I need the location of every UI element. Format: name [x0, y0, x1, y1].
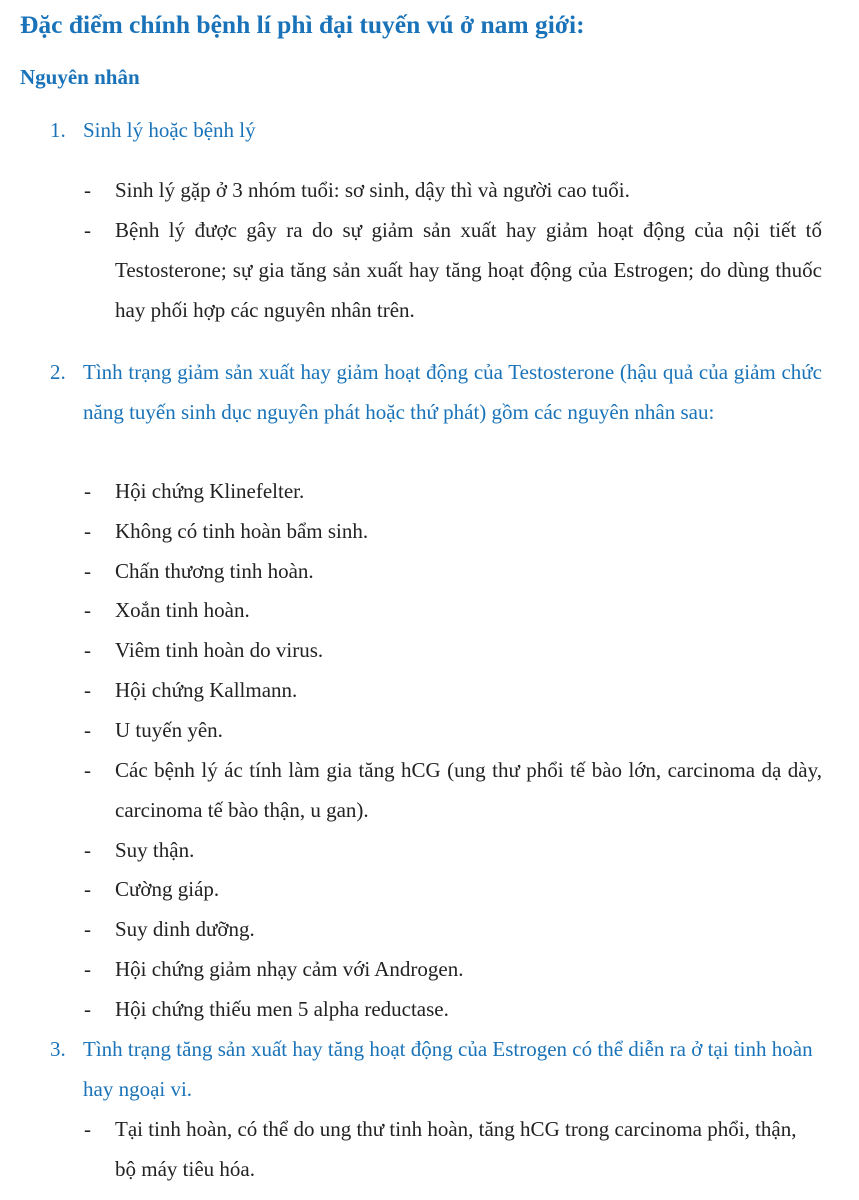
dash-bullet-icon: - — [84, 997, 91, 1021]
dash-bullet-icon: - — [84, 218, 91, 242]
item-text: Sinh lý hoặc bệnh lý — [83, 118, 256, 142]
dash-bullet-icon: - — [84, 957, 91, 981]
item-number: 2. — [50, 360, 66, 384]
list-item: - Tại tinh hoàn, có thể do ung thư tinh hoàn, tăng hCG trong carcinoma phổi, thận, bộ máy tiêu hóa. — [84, 1109, 822, 1189]
list-item: - Xoắn tinh hoàn. — [84, 590, 822, 630]
list-item: - Hội chứng giảm nhạy cảm với Androgen. — [84, 949, 822, 989]
dash-bullet-icon: - — [84, 638, 91, 662]
numbered-item-3 — [50, 1029, 822, 1109]
list-item: - Sinh lý gặp ở 3 nhóm tuổi: sơ sinh, dậy thì và người cao tuổi. — [84, 170, 822, 210]
dash-bullet-icon: - — [84, 838, 91, 862]
dash-bullet-icon: - — [84, 877, 91, 901]
list-item: - Hội chứng thiếu men 5 alpha reductase. — [84, 989, 822, 1029]
list-item: - U tuyến yên. — [84, 710, 822, 750]
document-title: Đặc điểm chính bệnh lí phì đại tuyến vú ở nam giới: — [20, 10, 585, 39]
dash-bullet-icon: - — [84, 678, 91, 702]
item-number: 3. — [50, 1037, 66, 1061]
dash-bullet-icon: - — [84, 917, 91, 941]
dash-bullet-icon: - — [84, 718, 91, 742]
numbered-item-2 — [50, 352, 822, 432]
numbered-item-1 — [50, 110, 822, 150]
list-item: - Không có tinh hoàn bẩm sinh. — [84, 511, 822, 551]
item-text: Tình trạng tăng sản xuất hay tăng hoạt động của Estrogen có thể diễn ra ở tại tinh hoàn hay ngoại vi. — [83, 1037, 813, 1101]
dash-bullet-icon: - — [84, 479, 91, 503]
list-item: - Suy thận. — [84, 830, 822, 870]
list-item: - Suy dinh dưỡng. — [84, 909, 822, 949]
list-item: - Hội chứng Klinefelter. — [84, 471, 822, 511]
list-item: - Bệnh lý được gây ra do sự giảm sản xuất hay giảm hoạt động của nội tiết tố Testosterone; sự gia tăng sản xuất hay tăng hoạt động của Estrogen; do dùng thuốc hay phối hợp các nguyên nhân trên. — [84, 210, 822, 330]
dash-bullet-icon: - — [84, 598, 91, 622]
list-item: - Cường giáp. — [84, 869, 822, 909]
dash-bullet-icon: - — [84, 1117, 91, 1141]
list-item: - Viêm tinh hoàn do virus. — [84, 630, 822, 670]
list-item: - Các bệnh lý ác tính làm gia tăng hCG (ung thư phổi tế bào lớn, carcinoma dạ dày, carcinoma tế bào thận, u gan). — [84, 750, 822, 830]
section-heading: Nguyên nhân — [20, 65, 140, 89]
dash-bullet-icon: - — [84, 559, 91, 583]
dash-bullet-icon: - — [84, 519, 91, 543]
dash-bullet-icon: - — [84, 178, 91, 202]
item-text: Tình trạng giảm sản xuất hay giảm hoạt động của Testosterone (hậu quả của giảm chức năng tuyến sinh dục nguyên phát hoặc thứ phát) gồm các nguyên nhân sau: — [83, 360, 822, 424]
item-number: 1. — [50, 118, 66, 142]
list-item: - Hội chứng Kallmann. — [84, 670, 822, 710]
list-item: - Chấn thương tinh hoàn. — [84, 551, 822, 591]
dash-bullet-icon: - — [84, 758, 91, 782]
